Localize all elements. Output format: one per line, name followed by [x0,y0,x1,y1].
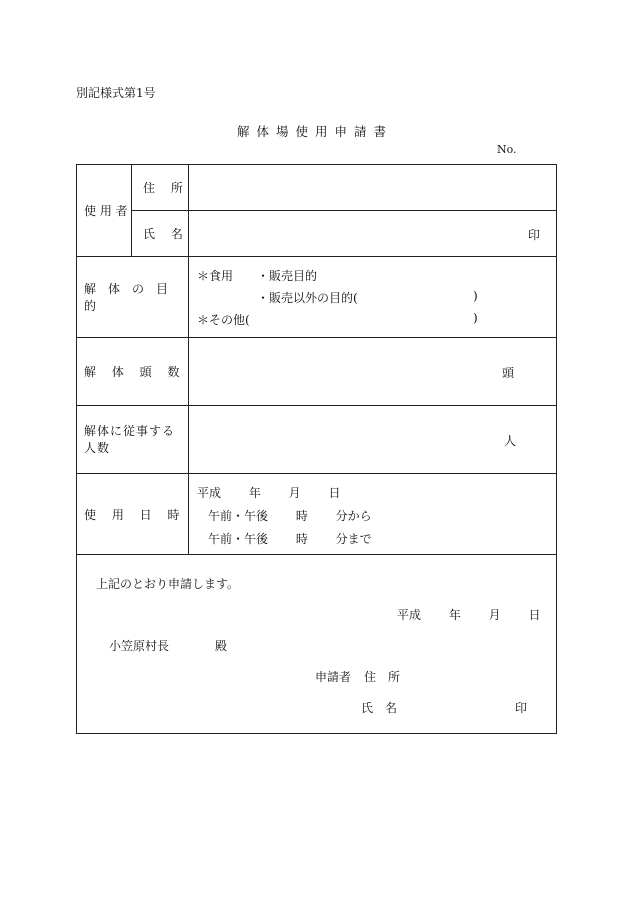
purpose-other-sale-option[interactable]: ・販売以外の目的( [257,291,358,305]
form-number: 別記様式第1号 [76,86,156,100]
purpose-other-option[interactable]: ＊その他( [197,313,250,327]
user-name-label: 氏 名 [143,227,183,241]
name-label-cell [132,211,189,257]
use-date-field[interactable] [189,474,557,555]
user-name-row [77,211,557,257]
workers-label-line1: 解体に従事する [84,423,176,438]
user-group-label: 使 用 者 [84,204,128,218]
workers-unit: 人 [504,433,517,448]
user-address-label: 住 所 [143,181,183,195]
addressee-name: 小笠原村長 [109,639,170,653]
head-count-label-cell [77,338,189,406]
workers-field[interactable] [189,406,557,474]
application-date[interactable]: 平成 年 月 日 [397,608,541,622]
workers-label-cell [77,406,189,474]
applicant-label: 申請者 [315,670,352,684]
applicant-name-label: 氏 名 [361,701,398,715]
user-seal-mark: 印 [527,227,540,242]
head-count-unit: 頭 [502,365,515,380]
application-row [77,555,557,734]
workers-row [77,406,557,474]
addressee-honorific: 殿 [215,639,228,653]
document-title: 解体場使用申請書 [236,124,393,139]
purpose-label: 解 体 の 目 的 [84,282,181,313]
application-cell [77,555,557,734]
user-group-label-cell [77,165,132,257]
applicant-address-label: 住 所 [364,670,401,684]
purpose-sale-option[interactable]: ・販売目的 [257,269,318,283]
use-date-to-line: 午前・午後 時 分まで [208,532,372,546]
purpose-food-option[interactable]: ＊食用 [197,269,234,283]
head-count-row [77,338,557,406]
address-label-cell [132,165,189,211]
purpose-label-cell [77,257,189,338]
head-count-label: 解 体 頭 数 [84,365,180,379]
purpose-field[interactable] [189,257,557,338]
purpose-row [77,257,557,338]
user-address-row [77,165,557,211]
use-date-date-line: 平成 年 月 日 [197,486,341,500]
purpose-other-sale-close: ) [473,289,478,303]
use-date-label: 使 用 日 時 [84,507,180,522]
application-form-table [76,164,557,734]
head-count-field[interactable] [189,338,557,406]
use-date-row [77,474,557,555]
user-address-field[interactable] [189,165,557,211]
user-name-field[interactable] [189,211,557,257]
workers-label-line2: 人数 [84,440,111,455]
application-statement: 上記のとおり申請します。 [96,577,240,591]
number-label: No. [497,143,517,156]
use-date-label-cell [77,474,189,555]
applicant-seal-mark: 印 [515,701,528,715]
use-date-from-line: 午前・午後 時 分から [208,509,372,523]
purpose-other-close: ) [473,311,478,325]
